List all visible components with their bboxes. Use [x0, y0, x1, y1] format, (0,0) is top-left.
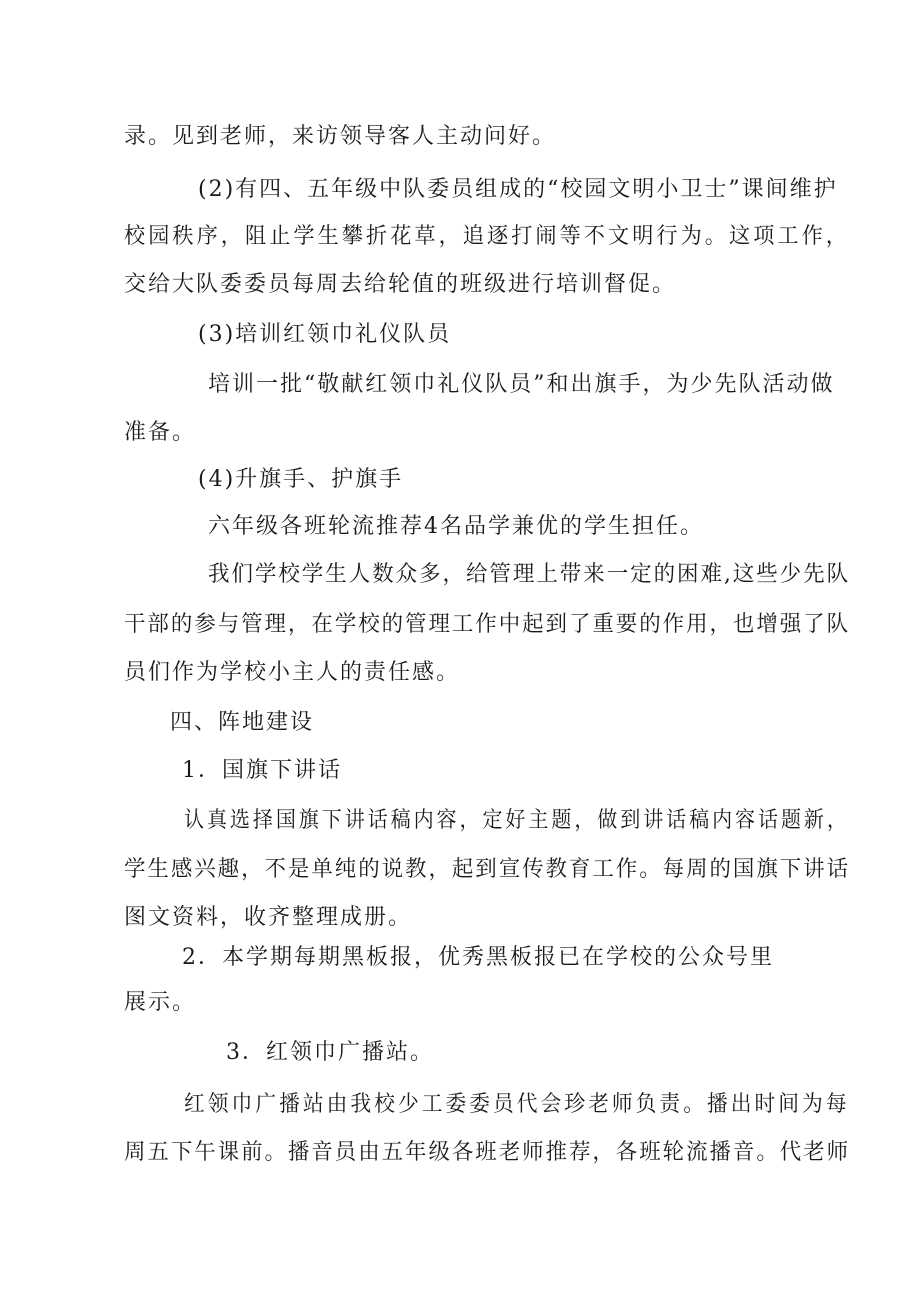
subsection-heading: 3．红领巾广播站。: [226, 1040, 434, 1065]
text-line: 认真选择国旗下讲话稿内容，定好主题，做到讲话稿内容话题新，: [184, 808, 850, 833]
text-line: 周五下午课前。播音员由五年级各班老师推荐，各班轮流播音。代老师: [124, 1140, 851, 1165]
text-line: 准备。: [124, 420, 197, 445]
text-line: (2)有四、五年级中队委员组成的“校园文明小卫士”课间维护: [198, 177, 838, 202]
subsection-heading: 1．国旗下讲话: [182, 758, 342, 783]
text-line: 展示。: [124, 990, 197, 1015]
text-line: 交给大队委委员每周去给轮值的班级进行培训督促。: [124, 272, 677, 297]
subsection-heading: 2．本学期每期黑板报，优秀黑板报已在学校的公众号里: [182, 945, 774, 970]
text-line: 图文资料，收齐整理成册。: [124, 905, 413, 930]
text-line: (4)升旗手、护旗手: [198, 467, 404, 492]
text-line: 干部的参与管理，在学校的管理工作中起到了重要的作用，也增强了队: [124, 612, 851, 637]
text-line: 六年级各班轮流推荐4名品学兼优的学生担任。: [208, 514, 704, 539]
text-line: (3)培训红领巾礼仪队员: [198, 322, 452, 347]
text-line: 学生感兴趣，不是单纯的说教，起到宣传教育工作。每周的国旗下讲话: [124, 857, 851, 882]
text-line: 培训一批“敬献红领巾礼仪队员”和出旗手，为少先队活动做: [208, 372, 835, 397]
text-line: 红领巾广播站由我校少工委委员代会珍老师负责。播出时间为每: [184, 1092, 850, 1117]
text-line: 员们作为学校小主人的责任感。: [124, 660, 461, 685]
text-line: 录。见到老师，来访领导客人主动问好。: [124, 124, 557, 149]
text-line: 校园秩序，阻止学生攀折花草，追逐打闹等不文明行为。这项工作，: [124, 224, 851, 249]
section-heading: 四、阵地建设: [170, 710, 315, 735]
text-line: 我们学校学生人数众多，给管理上带来一定的困难,这些少先队: [208, 562, 851, 587]
